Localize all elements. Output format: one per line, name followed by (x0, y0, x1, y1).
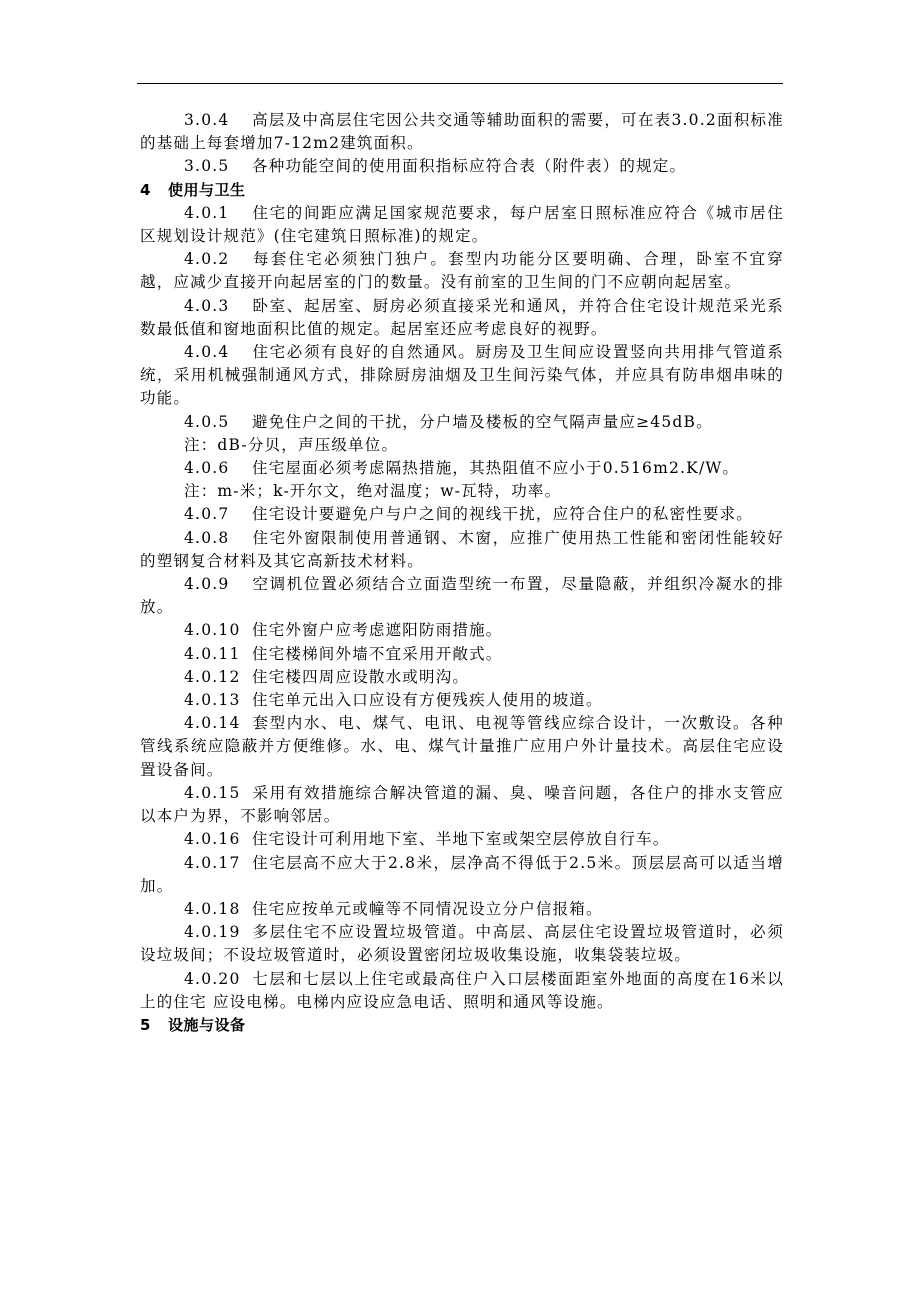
clause-number: 4.0.13 (184, 691, 241, 710)
clause-number: 4.0.1 (184, 203, 230, 222)
clause-paragraph (140, 968, 784, 1014)
clause-paragraph (140, 852, 784, 898)
section-title: 使用与卫生 (168, 180, 246, 199)
clause-text: 住宅楼四周应设散水或明沟。 (252, 667, 470, 686)
clause-text: 住宅屋面必须考虑隔热措施，其热阻值不应小于0.516m2.K/W。 (252, 459, 740, 478)
clause-text: 七层和七层以上住宅或最高住户入口层楼面距室外地面的高度在16米以上的住宅 应设电梯。电梯内应设应急电话、照明和通风等设施。 (140, 969, 784, 1011)
note-line (140, 434, 784, 457)
clause-paragraph (140, 457, 784, 480)
clause-number: 4.0.10 (184, 621, 241, 640)
clause-paragraph (140, 689, 784, 712)
clause-number: 4.0.5 (184, 412, 230, 431)
clause-paragraph (140, 619, 784, 642)
section-number: 5 (140, 1015, 151, 1034)
clause-paragraph (140, 573, 784, 619)
clause-text: 住宅设计要避免户与户之间的视线干扰，应符合住户的私密性要求。 (252, 505, 754, 524)
section-title: 设施与设备 (168, 1015, 246, 1034)
clause-paragraph (140, 666, 784, 689)
section-heading (140, 1014, 784, 1037)
clause-number: 4.0.19 (184, 923, 241, 942)
clause-text: 住宅应按单元或幢等不同情况设立分户信报箱。 (252, 899, 603, 918)
clause-paragraph (140, 898, 784, 921)
clause-paragraph (140, 712, 784, 782)
clause-text: 注：m-米；k-开尔文，绝对温度；w-瓦特，功率。 (184, 482, 562, 501)
clause-paragraph (140, 155, 784, 178)
clause-number: 3.0.5 (184, 157, 230, 176)
section-number: 4 (140, 180, 151, 199)
clause-text: 卧室、起居室、厨房必须直接采光和通风，并符合住宅设计规范采光系数最低值和窗地面积比值的规定。起居室还应考虑良好的视野。 (140, 296, 784, 338)
clause-text: 套型内水、电、煤气、电讯、电视等管线应综合设计，一次敷设。各种管线系统应隐蔽并方便维修。水、电、煤气计量推广应用户外计量技术。高层住宅应设置设备间。 (140, 714, 784, 779)
clause-paragraph (140, 503, 784, 526)
clause-paragraph (140, 295, 784, 341)
clause-number: 4.0.20 (184, 969, 241, 988)
clause-text: 高层及中高层住宅因公共交通等辅助面积的需要，可在表3.0.2面积标准的基础上每套增加7-12m2建筑面积。 (140, 111, 784, 153)
clause-paragraph (140, 828, 784, 851)
clause-text: 住宅楼梯间外墙不宜采用开敞式。 (252, 644, 503, 663)
clause-paragraph (140, 248, 784, 294)
clause-paragraph (140, 411, 784, 434)
clause-number: 4.0.14 (184, 714, 241, 733)
clause-number: 4.0.18 (184, 899, 241, 918)
header-rule (137, 83, 783, 84)
clause-number: 4.0.6 (184, 459, 230, 478)
clause-paragraph (140, 341, 784, 411)
clause-number: 4.0.16 (184, 830, 241, 849)
clause-number: 4.0.4 (184, 343, 230, 362)
clause-text: 住宅的间距应满足国家规范要求，每户居室日照标准应符合《城市居住区规划设计规范》(住宅建筑日照标准)的规定。 (140, 203, 784, 246)
clause-text: 住宅层高不应大于2.8米，层净高不得低于2.5米。顶层层高可以适当增加。 (140, 853, 784, 895)
clause-text: 每套住宅必须独门独户。套型内功能分区要明确、合理，卧室不宜穿越，应减少直接开向起居室的门的数量。没有前室的卫生间的门不应朝向起居室。 (140, 250, 784, 292)
clause-number: 4.0.15 (184, 783, 241, 802)
clause-number: 4.0.12 (184, 667, 241, 686)
clause-number: 4.0.11 (184, 644, 241, 663)
clause-text: 多层住宅不应设置垃圾管道。中高层、高层住宅设置垃圾管道时，必须设垃圾间；不设垃圾管道时，必须设置密闭垃圾收集设施，收集袋装垃圾。 (140, 923, 784, 965)
clause-text: 住宅设计可利用地下室、半地下室或架空层停放自行车。 (252, 830, 670, 849)
clause-number: 4.0.7 (184, 505, 230, 524)
clause-paragraph (140, 527, 784, 573)
document-body (140, 109, 784, 1037)
clause-text: 注：dB-分贝，声压级单位。 (184, 435, 399, 454)
clause-text: 住宅必须有良好的自然通风。厨房及卫生间应设置竖向共用排气管道系统，采用机械强制通风方式，排除厨房油烟及卫生间污染气体，并应具有防串烟串味的功能。 (140, 343, 784, 408)
clause-number: 4.0.2 (184, 250, 230, 269)
clause-number: 4.0.3 (184, 296, 230, 315)
clause-paragraph (140, 643, 784, 666)
clause-text: 采用有效措施综合解决管道的漏、臭、噪音问题，各住户的排水支管应以本户为界，不影响邻居。 (140, 783, 784, 826)
clause-number: 4.0.9 (184, 575, 230, 594)
clause-paragraph (140, 921, 784, 967)
clause-number: 3.0.4 (184, 111, 230, 129)
clause-paragraph (140, 202, 784, 248)
clause-text: 住宅单元出入口应设有方便残疾人使用的坡道。 (252, 691, 603, 710)
clause-paragraph (140, 109, 784, 155)
clause-text: 各种功能空间的使用面积指标应符合表（附件表）的规定。 (252, 157, 687, 176)
clause-paragraph (140, 782, 784, 828)
note-line (140, 480, 784, 503)
clause-text: 避免住户之间的干扰，分户墙及楼板的空气隔声量应≥45dB。 (252, 412, 713, 431)
clause-number: 4.0.17 (184, 853, 241, 872)
section-heading (140, 179, 784, 202)
clause-text: 空调机位置必须结合立面造型统一布置，尽量隐蔽，并组织冷凝水的排放。 (140, 575, 784, 617)
clause-number: 4.0.8 (184, 528, 230, 547)
clause-text: 住宅外窗户应考虑遮阳防雨措施。 (252, 621, 503, 640)
clause-text: 住宅外窗限制使用普通钢、木窗，应推广使用热工性能和密闭性能较好的塑钢复合材料及其它高新技术材料。 (140, 528, 784, 570)
